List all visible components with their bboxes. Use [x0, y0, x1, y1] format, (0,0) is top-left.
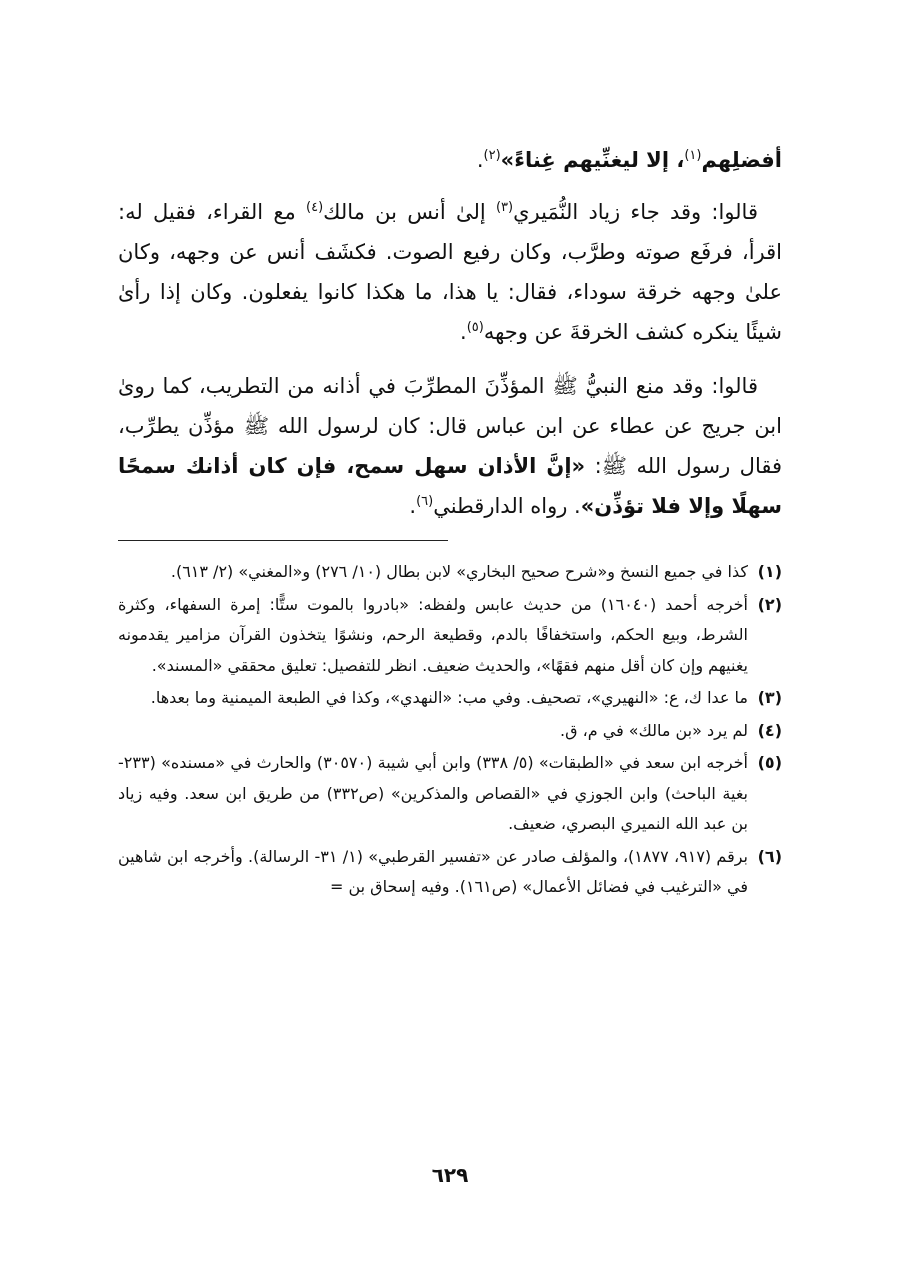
footnote-number: (٦) — [757, 846, 782, 866]
footnote-text: أخرجه أحمد (١٦٠٤٠) من حديث عابس ولفظه: «بادروا بالموت ستًّا: إمرة السفهاء، وكثرة الشرط، وبيع الحكم، واستخفافًا بالدم، وقطيعة الرحم، ونشوًا يتخذون القرآن مزامير يقدمونه يغنيهم وإن كان أقل منهم فقهًا»، والحديث ضعيف. انظر للتفصيل: تعليق محققي «المسند». — [118, 594, 748, 675]
footnote-item — [118, 842, 782, 903]
footnote-number: (٣) — [757, 688, 782, 707]
paragraph-text: مع القراء، فقيل له: اقرأ، فرفَع صوته وطرَّب، وكان رفيع الصوت. فكشَف أنس عن وجهه، وكان علىٰ وجهه خرقة سوداء، فقال: يا هذا، ما هكذا كانوا يفعلون. وكان إذا رأىٰ شيئًا ينكره كشف الخرقةَ عن وجهه — [118, 200, 782, 344]
paragraph-text: . رواه الدارقطني — [433, 494, 581, 518]
footnote-number: (٥) — [757, 753, 782, 772]
page-content — [118, 140, 782, 905]
paragraph-1 — [118, 140, 782, 180]
footnote-item — [118, 557, 782, 588]
footnote-number: (٤) — [757, 720, 782, 740]
footnote-ref-2[interactable]: (٢) — [483, 148, 501, 163]
footnote-item — [118, 716, 782, 747]
footnotes — [118, 557, 782, 903]
footnote-text: كذا في جميع النسخ و«شرح صحيح البخاري» لابن بطال (١٠/ ٢٧٦) و«المغني» (٢/ ٦١٣). — [170, 562, 748, 581]
footnote-ref-3[interactable]: (٣) — [495, 200, 514, 215]
hadith-quote: «إنَّ الأذان سهل سمح، فإن كان أذانك سمحًا سهلًا وإلا فلا تؤذِّن» — [118, 454, 782, 518]
paragraph-text: قالوا: وقد جاء زياد النُّمَيري — [513, 200, 758, 224]
footnote-text: برقم (٩١٧، ١٨٧٧)، والمؤلف صادر عن «تفسير القرطبي» (١/ ٣١- الرسالة). وأخرجه ابن شاهين في «الترغيب في فضائل الأعمال» (ص١٦١). وفيه إسحاق بن = — [118, 846, 749, 896]
footnote-text: ما عدا ك، ع: «النهيري»، تصحيف. وفي مب: «النهدي»، وكذا في الطبعة الميمنية وما بعدها. — [150, 688, 748, 707]
footnote-ref-1[interactable]: (١) — [684, 148, 702, 163]
quote-text: أفضلِهم — [701, 148, 782, 172]
footnote-item — [118, 590, 782, 682]
paragraph-text: قالوا: وقد منع النبيُّ ﷺ المؤذِّنَ المطرِّبَ في أذانه من التطريب، كما روىٰ ابن جريج عن عطاء عن ابن عباس قال: كان لرسول الله ﷺ مؤذِّن يطرِّب، فقال رسول الله ﷺ: — [118, 374, 782, 478]
footnote-item — [118, 683, 782, 714]
paragraph-text: . — [460, 320, 467, 344]
paragraph-text: . — [476, 148, 484, 172]
paragraph-3 — [118, 366, 782, 526]
footnote-number: (١) — [757, 562, 782, 581]
footnote-number: (٢) — [757, 594, 782, 614]
footnote-ref-4[interactable]: (٤) — [306, 200, 324, 215]
footnote-item — [118, 748, 782, 840]
footnote-text: لم يرد «بن مالك» في م، ق. — [559, 720, 748, 740]
footnote-ref-6[interactable]: (٦) — [416, 494, 434, 509]
paragraph-2 — [118, 192, 782, 352]
footnote-text: أخرجه ابن سعد في «الطبقات» (٥/ ٣٣٨) وابن أبي شيبة (٣٠٥٧٠) والحارث في «مسنده» (٢٣٣- بغية الباحث) وابن الجوزي في «القصاص والمذكرين» (ص٣٣٢) من طريق ابن سعد. وفيه زياد بن عبد الله النميري البصري، ضعيف. — [118, 753, 749, 833]
footnote-separator — [118, 540, 448, 541]
paragraph-text: إلىٰ أنس بن مالك — [323, 200, 496, 224]
paragraph-text: . — [409, 494, 417, 518]
footnote-ref-5[interactable]: (٥) — [466, 320, 484, 335]
quote-text: ، إلا ليغنِّيهم غِناءً» — [500, 148, 685, 172]
page-number: ٦٢٩ — [431, 1163, 469, 1187]
